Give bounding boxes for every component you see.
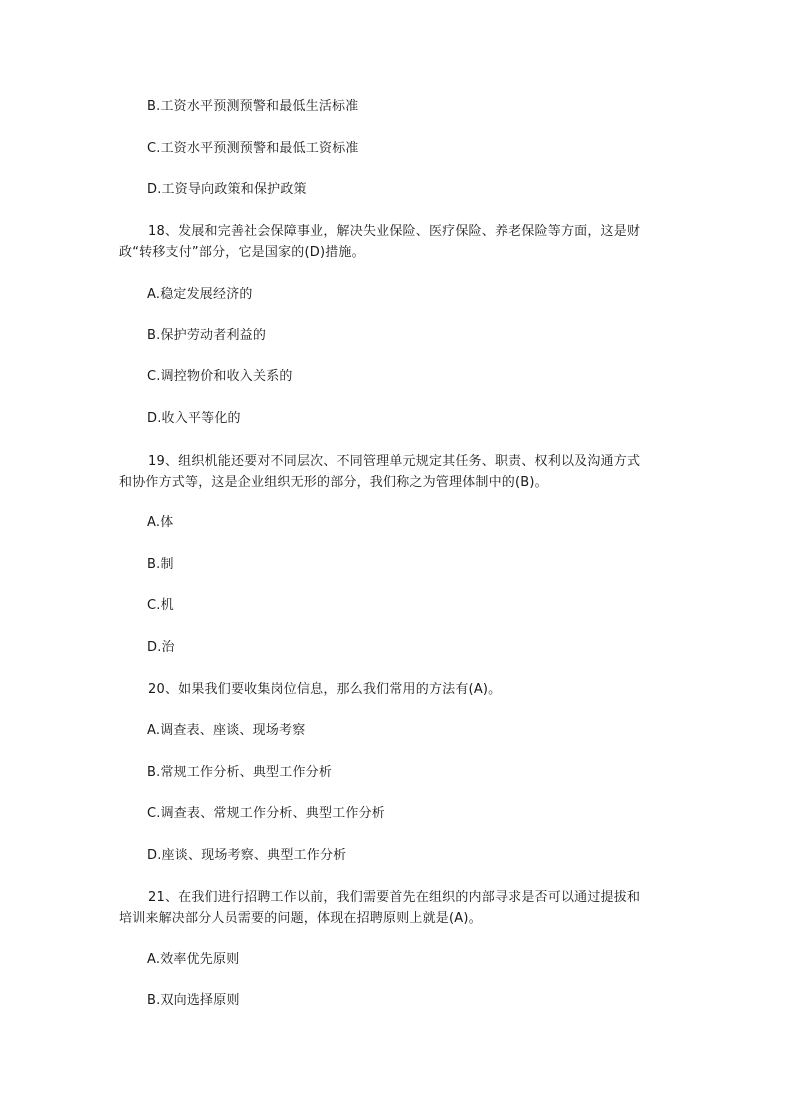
option-text: B.工资水平预测预警和最低生活标准 — [147, 99, 359, 114]
question-line — [119, 451, 671, 472]
option-text: D.座谈、现场考察、典型工作分析 — [147, 848, 347, 863]
question-text-line2: 培训来解决部分人员需要的问题，体现在招聘原则上就是(A)。 — [119, 911, 482, 926]
option-text: B.保护劳动者利益的 — [147, 328, 267, 343]
option-text: C.调查表、常规工作分析、典型工作分析 — [147, 806, 386, 821]
question-text-line1: 21、在我们进行招聘工作以前，我们需要首先在组织的内部寻求是否可以通过提拔和 — [148, 890, 641, 905]
option-text: A.稳定发展经济的 — [147, 287, 253, 302]
option-text: B.制 — [147, 557, 174, 572]
option-text: D.工资导向政策和保护政策 — [147, 182, 307, 197]
option-text: A.调查表、座谈、现场考察 — [147, 723, 306, 738]
option-text: B.常规工作分析、典型工作分析 — [147, 765, 333, 780]
question-21 — [119, 887, 671, 929]
option-text: D.治 — [147, 640, 175, 655]
option-text: C.工资水平预测预警和最低工资标准 — [147, 141, 359, 156]
question-text-line2: 政“转移支付”部分，它是国家的(D)措施。 — [119, 245, 365, 260]
option-text: C.调控物价和收入关系的 — [147, 369, 293, 384]
question-line — [119, 221, 671, 242]
question-20 — [119, 679, 671, 700]
question-text-line1: 18、发展和完善社会保障事业，解决失业保险、医疗保险、养老保险等方面，这是财 — [148, 224, 641, 239]
option-text: B.双向选择原则 — [147, 993, 240, 1008]
question-text-line2: 和协作方式等，这是企业组织无形的部分，我们称之为管理体制中的(B)。 — [119, 475, 548, 490]
question-19 — [119, 451, 671, 493]
question-text-line1: 20、如果我们要收集岗位信息，那么我们常用的方法有(A)。 — [148, 682, 502, 697]
option-text: A.效率优先原则 — [147, 952, 240, 967]
question-18 — [119, 221, 671, 263]
question-line — [119, 679, 671, 700]
option-text: A.体 — [147, 515, 174, 530]
question-text-line1: 19、组织机能还要对不同层次、不同管理单元规定其任务、职责、权利以及沟通方式 — [148, 454, 641, 469]
option-text: D.收入平等化的 — [147, 411, 241, 426]
question-line — [119, 887, 671, 908]
option-text: C.机 — [147, 598, 174, 613]
